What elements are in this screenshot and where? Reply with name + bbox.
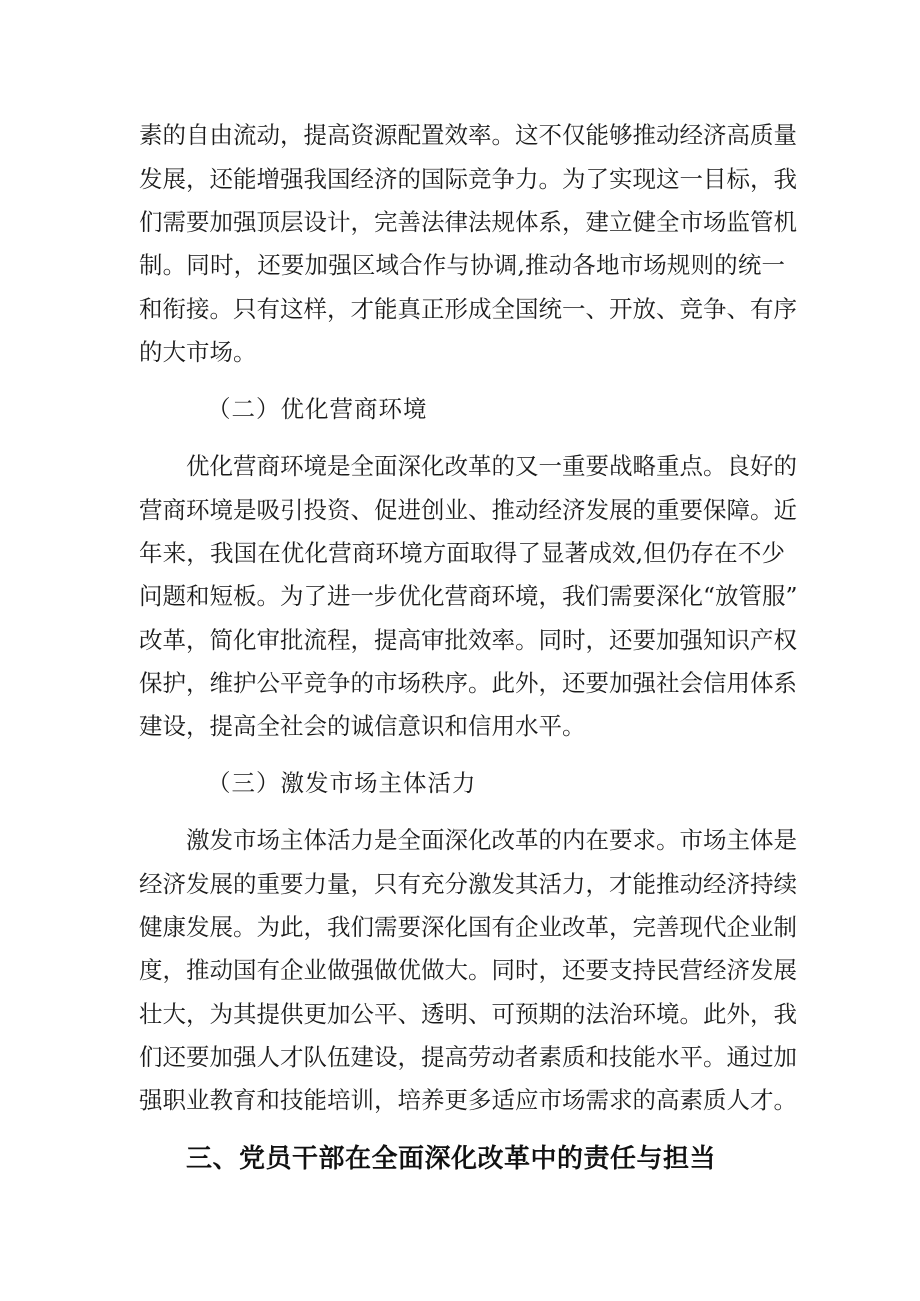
paragraph-line: 发展，还能增强我国经济的国际竞争力。为了实现这一目标，我 bbox=[139, 165, 797, 193]
paragraph-line: 经济发展的重要力量，只有充分激发其活力，才能推动经济持续 bbox=[139, 870, 797, 898]
paragraph-line: 素的自由流动，提高资源配置效率。这不仅能够推动经济高质量 bbox=[139, 121, 797, 149]
paragraph-line: 和衔接。只有这样，才能真正形成全国统一、开放、竞争、有序 bbox=[139, 295, 797, 323]
chapter-heading-3: 三、党员干部在全面深化改革中的责任与担当 bbox=[186, 1144, 717, 1174]
paragraph-line: 改革，简化审批流程，提高审批效率。同时，还要加强知识产权 bbox=[139, 626, 797, 654]
paragraph-line: 激发市场主体活力是全面深化改革的内在要求。市场主体是 bbox=[186, 826, 797, 854]
paragraph-line: 们还要加强人才队伍建设，提高劳动者素质和技能水平。通过加 bbox=[139, 1043, 797, 1071]
paragraph-line: 健康发展。为此，我们需要深化国有企业改革，完善现代企业制 bbox=[139, 913, 797, 941]
paragraph-line: 制。同时，还要加强区域合作与协调,推动各地市场规则的统一 bbox=[139, 251, 785, 279]
paragraph-line: 优化营商环境是全面深化改革的又一重要战略重点。良好的 bbox=[186, 452, 797, 480]
paragraph-line: 年来，我国在优化营商环境方面取得了显著成效,但仍存在不少 bbox=[139, 539, 785, 567]
paragraph-line: 营商环境是吸引投资、促进创业、推动经济发展的重要保障。近 bbox=[139, 496, 797, 524]
paragraph-line: 保护，维护公平竞争的市场秩序。此外，还要加强社会信用体系 bbox=[139, 669, 797, 697]
paragraph-line: 壮大，为其提供更加公平、透明、可预期的法治环境。此外，我 bbox=[139, 1000, 797, 1028]
section-heading-3: （三）激发市场主体活力 bbox=[207, 769, 477, 797]
paragraph-line: 们需要加强顶层设计，完善法律法规体系，建立健全市场监管机 bbox=[139, 208, 797, 236]
paragraph-line: 建设，提高全社会的诚信意识和信用水平。 bbox=[139, 712, 586, 740]
paragraph-line: 问题和短板。为了进一步优化营商环境，我们需要深化“放管服” bbox=[139, 582, 798, 610]
paragraph-line: 的大市场。 bbox=[139, 338, 257, 366]
section-heading-2: （二）优化营商环境 bbox=[207, 395, 428, 423]
paragraph-line: 强职业教育和技能培训，培养更多适应市场需求的高素质人才。 bbox=[139, 1086, 797, 1114]
paragraph-line: 度，推动国有企业做强做优做大。同时，还要支持民营经济发展 bbox=[139, 956, 797, 984]
